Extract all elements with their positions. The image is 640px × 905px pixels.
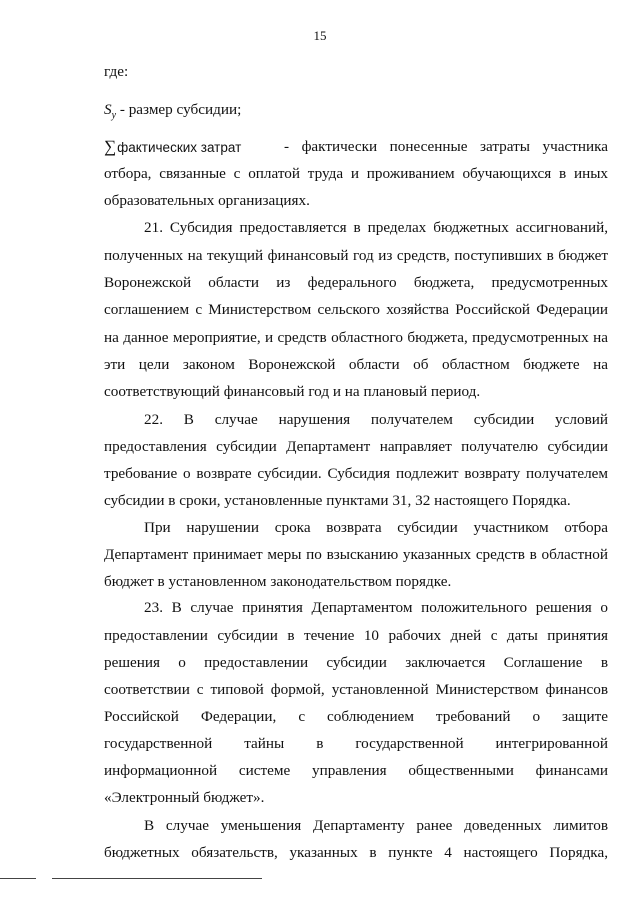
sigma-icon: ∑: [104, 137, 117, 156]
text-line: предоставлении субсидии в течение 10 рабочих дней с даты принятия: [104, 627, 608, 644]
paragraph-violation-start: При нарушении срока возврата субсидии участником отбора: [144, 519, 608, 536]
subsidy-symbol-subscript: у: [111, 110, 117, 122]
paragraph-limits-start: В случае уменьшения Департаменту ранее доведенных лимитов: [144, 817, 608, 834]
text-line: бюджет в установленном законодательством порядке.: [104, 573, 452, 590]
formula-line-sy: [104, 100, 608, 126]
text-line: информационной системе управления общественными финансами: [104, 762, 608, 779]
text-line: соответствующий финансовый год и на плановый период.: [104, 383, 481, 400]
text-line: Российской Федерации, с соблюдением требований о защите: [104, 708, 608, 725]
text-line: эти цели законом Воронежской области об областном бюджете на: [104, 356, 608, 373]
subsidy-symbol: [104, 101, 117, 122]
text-line: на данное мероприятие, и средств областного бюджета, предусмотренных на: [104, 329, 608, 346]
text-line-sum-definition: - фактически понесенные затраты участника: [284, 138, 608, 155]
text-line: «Электронный бюджет».: [104, 789, 265, 806]
page-number: 15: [313, 28, 327, 43]
paragraph-21-start: 21. Субсидия предоставляется в пределах бюджетных ассигнований,: [144, 219, 608, 236]
text-line: отбора, связанные с оплатой труда и проживанием обучающихся в иных: [104, 165, 608, 182]
subsidy-symbol-definition: - размер субсидии;: [119, 101, 242, 118]
sum-label-text: фактических затрат: [117, 140, 242, 155]
footer-rule-right: [52, 878, 262, 879]
text-line: бюджетных обязательств, указанных в пункте 4 настоящего Порядка,: [104, 844, 608, 861]
text-line: образовательных организациях.: [104, 192, 310, 209]
text-line: полученных на текущий финансовый год из средств, поступивших в бюджет: [104, 247, 608, 264]
text-line: требование о возврате субсидии. Субсидия подлежит возврату получателем: [104, 465, 608, 482]
text-line: соответствии с типовой формой, установленной Министерством финансов: [104, 681, 608, 698]
text-line: предоставления субсидии Департамент направляет получателю субсидии: [104, 438, 608, 455]
paragraph-23-start: 23. В случае принятия Департаментом положительного решения о: [144, 599, 608, 616]
paragraph-22-start: 22. В случае нарушения получателем субсидии условий: [144, 411, 608, 428]
text-line: Воронежской области из федерального бюджета, предусмотренных: [104, 274, 608, 291]
text-line: субсидии в сроки, установленные пунктами 31, 32 настоящего Порядка.: [104, 492, 571, 509]
text-line: решения о предоставлении субсидии заключается Соглашение в: [104, 654, 608, 671]
text-line: соглашением с Министерством сельского хозяйства Российской Федерации: [104, 301, 608, 318]
subsidy-symbol-letter: S: [104, 101, 112, 118]
text-line: Департамент принимает меры по взысканию указанных средств в областной: [104, 546, 608, 563]
footer-rule-left: [0, 878, 36, 879]
text-line: государственной тайны в государственной интегрированной: [104, 735, 608, 752]
formula-sum-label: [104, 137, 304, 158]
text-line-where: где:: [104, 63, 129, 80]
